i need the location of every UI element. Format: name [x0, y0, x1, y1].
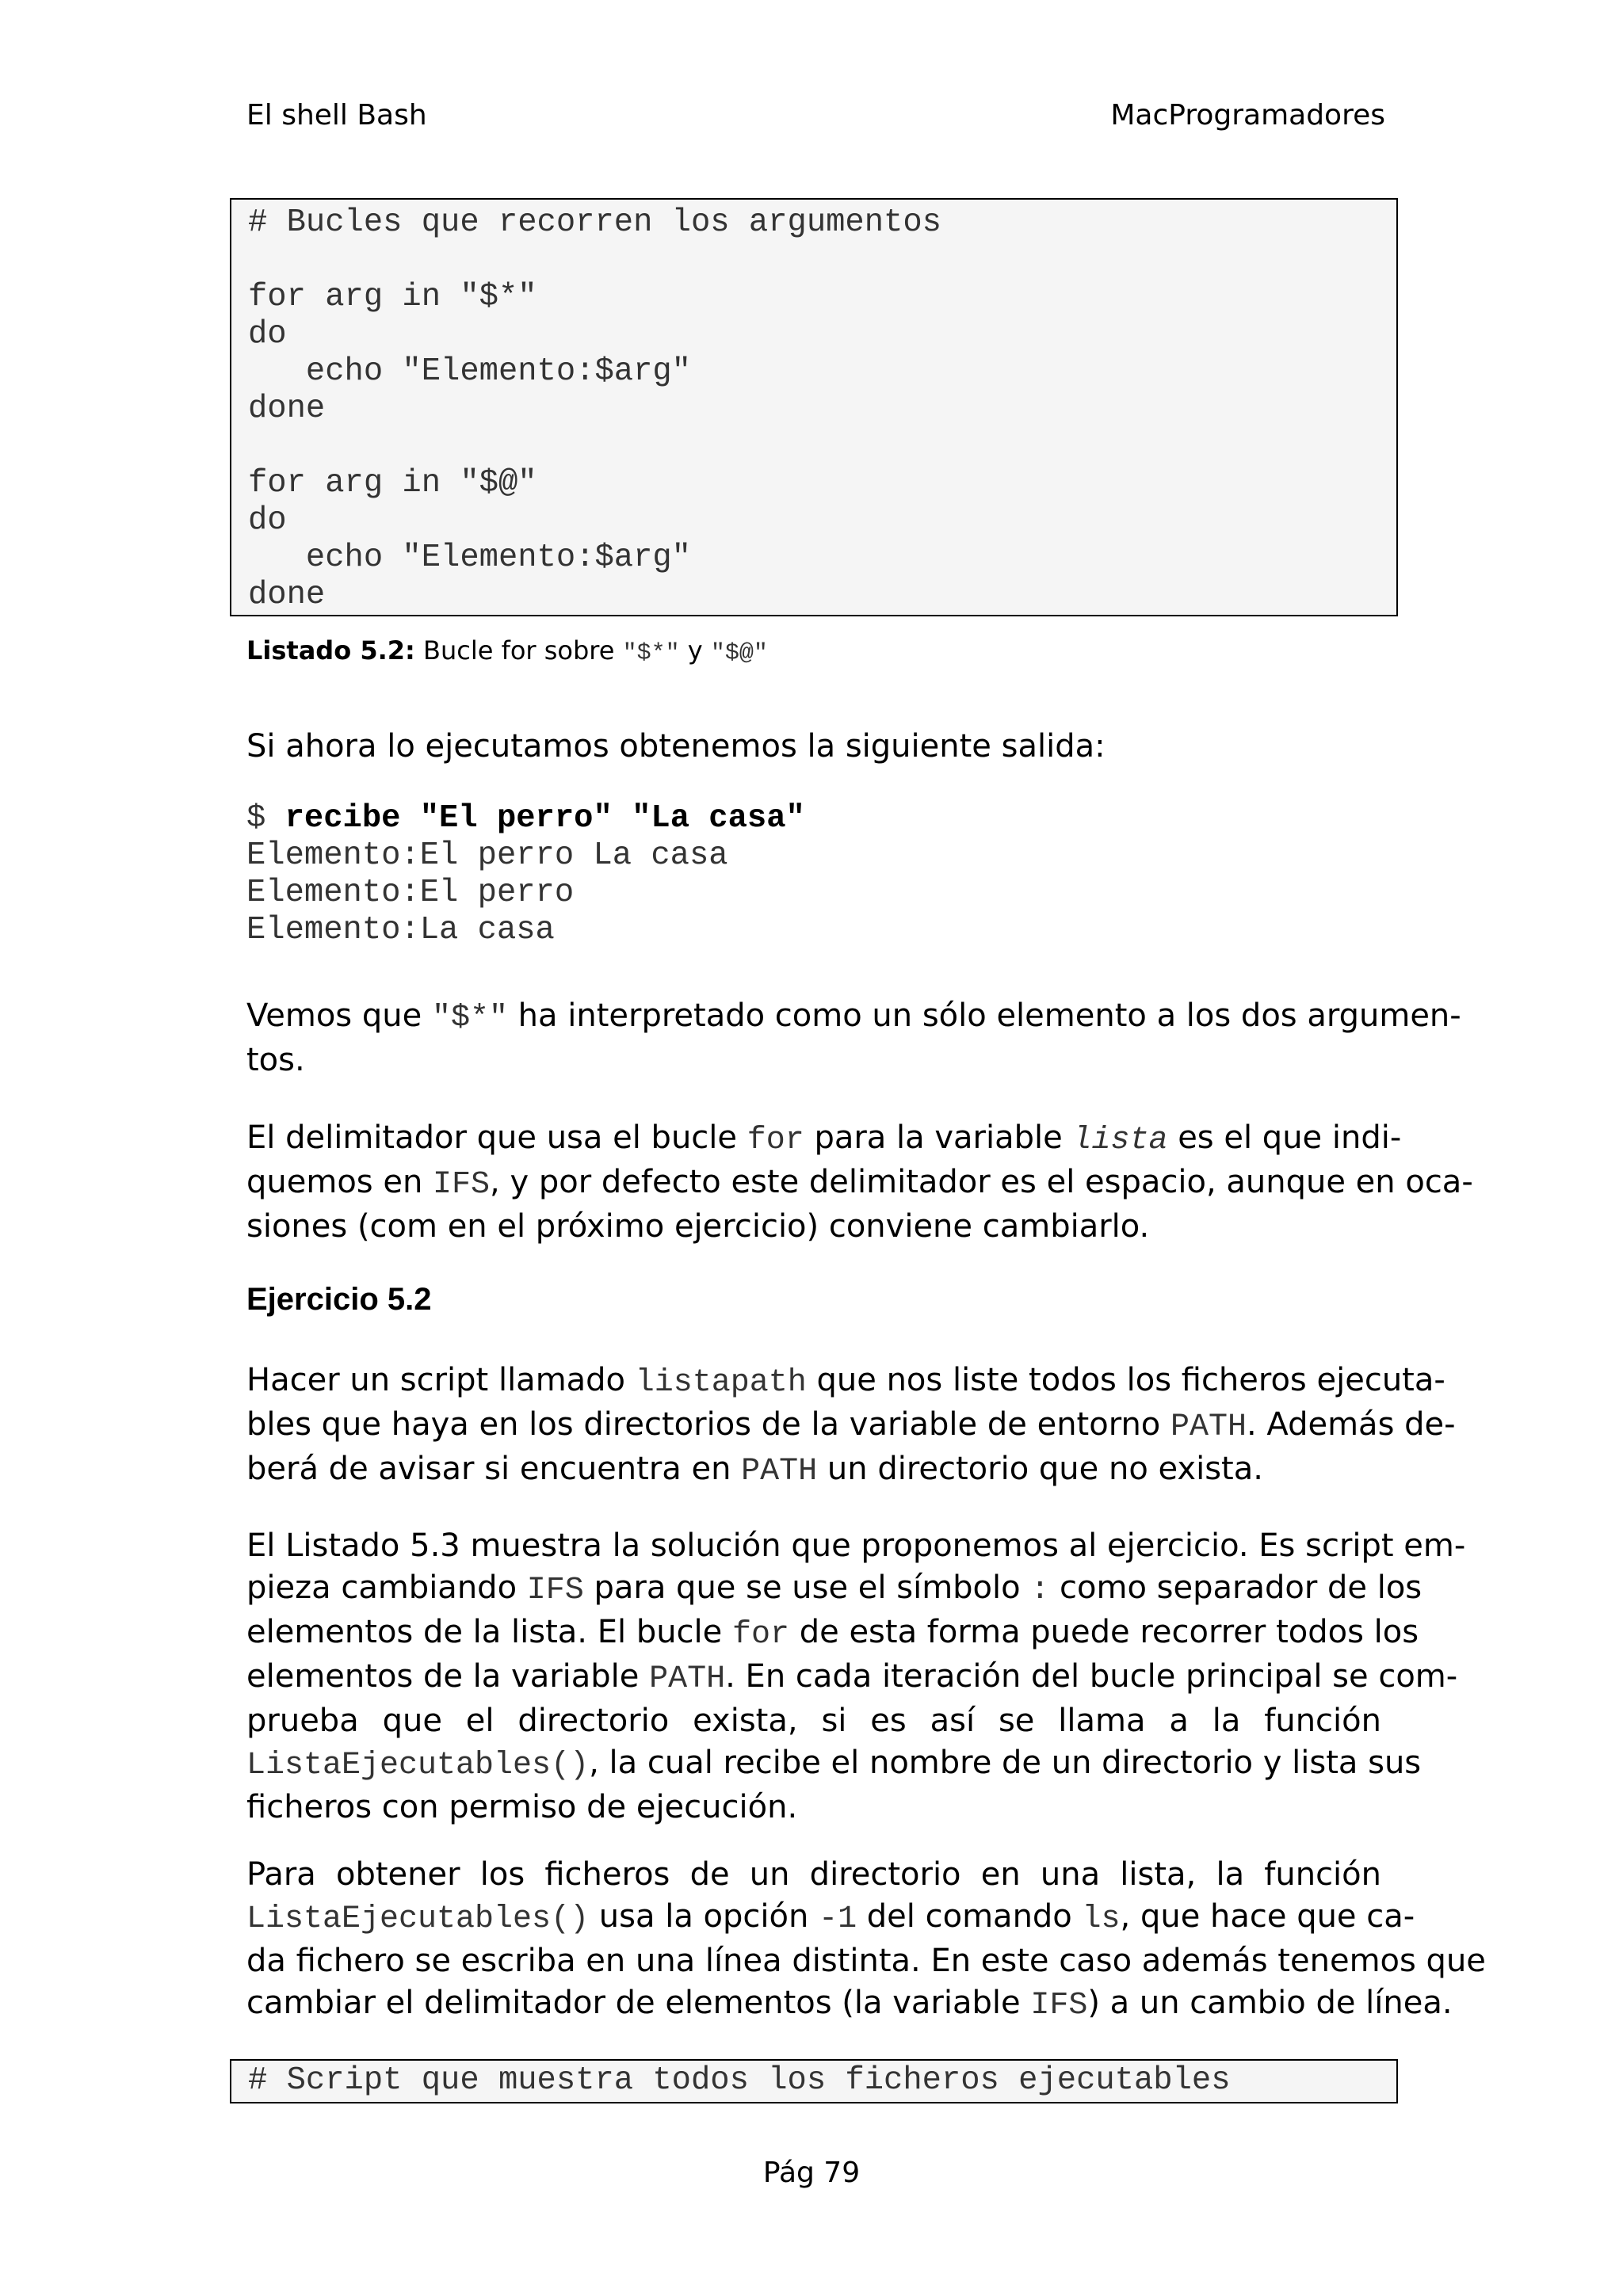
terminal-command: recibe "El perro" "La casa": [285, 800, 805, 837]
caption-text: Bucle for sobre: [414, 635, 623, 666]
paragraph-line: berá de avisar si encuentra en PATH un directorio que no exista.: [246, 1451, 1263, 1489]
paragraph-line: quemos en IFS, y por defecto este delimitador es el espacio, aunque en oca-: [246, 1164, 1473, 1203]
paragraph-line: pieza cambiando IFS para que se use el símbolo : como separador de los: [246, 1569, 1423, 1608]
paragraph-line: tos.: [246, 1042, 305, 1078]
terminal-prompt: $: [246, 800, 285, 837]
listing-caption: [246, 635, 768, 667]
paragraph-line: ListaEjecutables() usa la opción -1 del comando ls, que hace que ca-: [246, 1898, 1415, 1937]
paragraph-line: ficheros con permiso de ejecución.: [246, 1789, 798, 1825]
paragraph-hacer: [246, 1360, 1456, 1493]
paragraph-intro: [246, 726, 1381, 768]
paragraph-line: cambiar el delimitador de elementos (la variable IFS) a un cambio de línea.: [246, 1985, 1453, 2023]
paragraph-line: elementos de la variable PATH. En cada iteración del bucle principal se com-: [246, 1658, 1458, 1697]
paragraph-line: elementos de la lista. El bucle for de esta forma puede recorrer todos los: [246, 1614, 1419, 1653]
code-listing-text: # Bucles que recorren los argumentos for arg in "$*" do echo "Elemento:$arg" done for arg in "$@" do echo "Elemento:$arg" done: [248, 204, 941, 613]
terminal-line: Elemento:El perro La casa: [246, 837, 728, 874]
paragraph-line: Vemos que "$*" ha interpretado como un sólo elemento a los dos argumen-: [246, 997, 1461, 1036]
paragraph-line: prueba que el directorio exista, si es así se llama a la función: [246, 1703, 1381, 1739]
terminal-line: Elemento:El perro: [246, 875, 575, 911]
page-number: Pág 79: [762, 2157, 861, 2189]
caption-label: Listado 5.2:: [246, 635, 415, 666]
code-listing-5-3: [230, 2059, 1398, 2103]
paragraph-line: siones (com en el próximo ejercicio) conviene cambiarlo.: [246, 1208, 1150, 1245]
paragraph-line: ListaEjecutables(), la cual recibe el nombre de un directorio y lista sus: [246, 1745, 1422, 1783]
terminal-output: [246, 800, 805, 949]
caption-y: y: [679, 635, 711, 666]
caption-code-at: "$@": [710, 640, 768, 667]
paragraph-vemos: [246, 995, 1461, 1081]
caption-code-star: "$*": [622, 640, 680, 667]
paragraph-text: Si ahora lo ejecutamos obtenemos la siguiente salida:: [246, 728, 1106, 765]
terminal-line: Elemento:La casa: [246, 912, 555, 948]
paragraph-line: El delimitador que usa el bucle for para la variable lista es el que indi-: [246, 1119, 1402, 1158]
paragraph-line: bles que haya en los directorios de la variable de entorno PATH. Además de-: [246, 1406, 1456, 1445]
paragraph-listado: [246, 1525, 1466, 1829]
header-title: El shell Bash: [246, 99, 427, 132]
code-listing-5-2: [230, 198, 1398, 616]
paragraph-line: da fichero se escriba en una línea distinta. En este caso además tenemos que: [246, 1943, 1486, 1979]
code-listing-text: # Script que muestra todos los ficheros ejecutables: [248, 2062, 1231, 2099]
paragraph-para-obtener: [246, 1854, 1486, 2027]
paragraph-line: Para obtener los ficheros de un directorio en una lista, la función: [246, 1856, 1381, 1893]
paragraph-delimitador: [246, 1117, 1473, 1248]
paragraph-line: Hacer un script llamado listapath que nos liste todos los ficheros ejecuta-: [246, 1362, 1445, 1401]
exercise-heading: Ejercicio 5.2: [246, 1282, 432, 1317]
header-site: MacProgramadores: [1110, 99, 1385, 132]
paragraph-line: El Listado 5.3 muestra la solución que proponemos al ejercicio. Es script em-: [246, 1527, 1466, 1564]
